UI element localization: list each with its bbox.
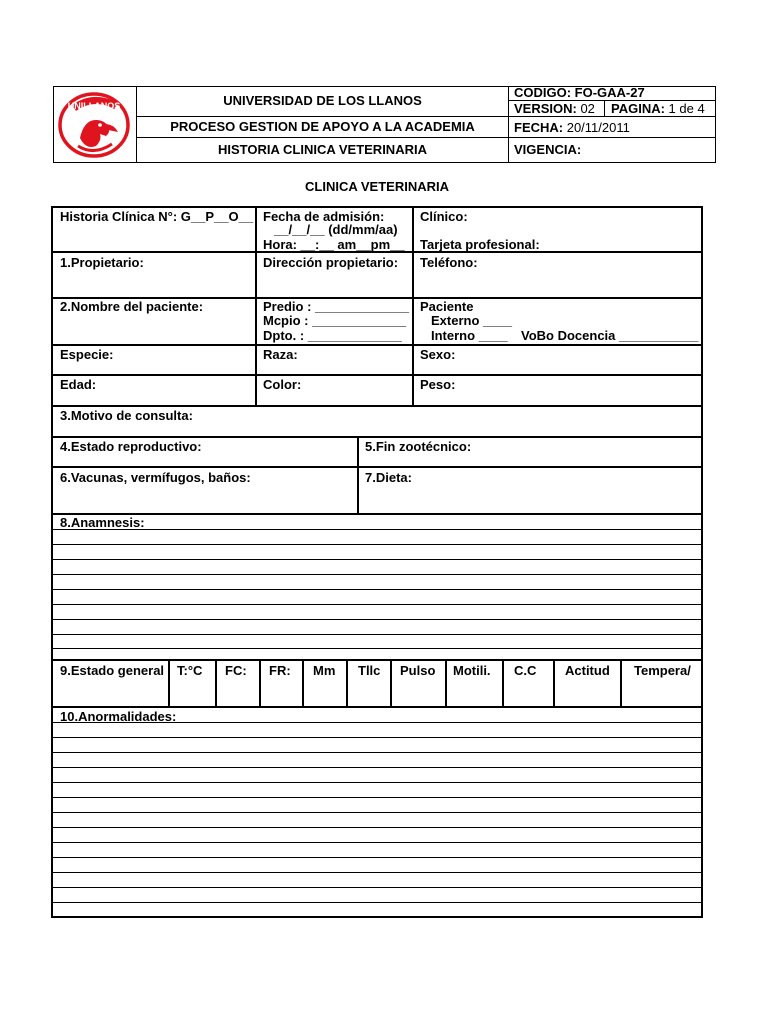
anormalidades-label: 10.Anormalidades:: [60, 709, 177, 724]
vigencia-label: VIGENCIA:: [514, 142, 582, 157]
writing-line: [53, 857, 701, 858]
writing-line: [53, 797, 701, 798]
vital-cc: C.C: [514, 663, 537, 678]
estado-reproductivo-label: 4.Estado reproductivo:: [60, 439, 202, 454]
interno-label: Interno ____: [431, 328, 508, 343]
column-divider: [302, 659, 304, 707]
vital-temperamento: Tempera/: [634, 663, 691, 678]
vital-fr: FR:: [269, 663, 291, 678]
writing-line: [53, 604, 701, 605]
column-divider: [259, 659, 261, 707]
column-divider: [620, 659, 622, 707]
pagina-field: [611, 101, 705, 116]
writing-line: [53, 782, 701, 783]
column-divider: [255, 206, 257, 406]
row-divider: [51, 466, 703, 468]
writing-line: [53, 737, 701, 738]
paciente-label: Paciente: [420, 299, 474, 314]
telefono-label: Teléfono:: [420, 255, 478, 270]
writing-line: [53, 767, 701, 768]
version-value: 02: [576, 101, 595, 116]
fecha-value: 20/11/2011: [563, 120, 630, 135]
vacunas-label: 6.Vacunas, vermífugos, baños:: [60, 470, 251, 485]
column-divider: [357, 436, 359, 514]
dieta-label: 7.Dieta:: [365, 470, 412, 485]
writing-line: [53, 812, 701, 813]
mcpio-label: Mcpio : _____________: [263, 313, 407, 328]
writing-line: [53, 648, 701, 649]
historia-clinica-label: Historia Clínica N°: G__P__O__: [60, 209, 254, 224]
column-divider: [390, 659, 392, 707]
column-divider: [502, 659, 504, 707]
column-divider: [445, 659, 447, 707]
vital-pulso: Pulso: [400, 663, 436, 678]
vobo-label: VoBo Docencia ___________: [521, 328, 699, 343]
especie-label: Especie:: [60, 347, 114, 362]
vital-motilidad: Motili.: [453, 663, 491, 678]
pagina-value: 1 de 4: [664, 101, 705, 116]
version-field: [514, 101, 595, 116]
nombre-paciente-label: 2.Nombre del paciente:: [60, 299, 204, 314]
column-divider: [215, 659, 217, 707]
writing-line: [53, 589, 701, 590]
logo-text: UNILLANOS: [67, 101, 121, 111]
row-divider: [51, 513, 703, 515]
vital-mm: Mm: [313, 663, 336, 678]
header-divider: [136, 137, 716, 138]
externo-label: Externo ____: [431, 313, 512, 328]
writing-line: [53, 887, 701, 888]
direccion-label: Dirección propietario:: [263, 255, 399, 270]
writing-line: [53, 574, 701, 575]
document-name: HISTORIA CLINICA VETERINARIA: [218, 142, 427, 157]
hora-label: Hora: __:__ am__pm__: [263, 237, 405, 252]
column-divider: [168, 659, 170, 707]
fecha-label: FECHA:: [514, 120, 564, 135]
peso-label: Peso:: [420, 377, 456, 392]
header-divider: [136, 116, 716, 117]
writing-line: [53, 559, 701, 560]
row-divider: [51, 706, 703, 708]
column-divider: [346, 659, 348, 707]
row-divider: [51, 374, 703, 376]
writing-line: [53, 619, 701, 620]
fin-zootecnico-label: 5.Fin zootécnico:: [365, 439, 472, 454]
raza-label: Raza:: [263, 347, 298, 362]
tarjeta-label: Tarjeta profesional:: [420, 237, 540, 252]
writing-line: [53, 752, 701, 753]
color-label: Color:: [263, 377, 302, 392]
fecha-field: [514, 120, 630, 135]
row-divider: [51, 344, 703, 346]
pagina-label: PAGINA:: [611, 101, 665, 116]
vital-temperature: T:°C: [177, 663, 203, 678]
column-divider: [412, 206, 414, 406]
row-divider: [51, 659, 703, 661]
row-divider: [51, 405, 703, 407]
vital-fc: FC:: [225, 663, 247, 678]
institution-name: UNIVERSIDAD DE LOS LLANOS: [223, 93, 422, 108]
vital-actitud: Actitud: [565, 663, 610, 678]
clinico-label: Clínico:: [420, 209, 468, 224]
edad-label: Edad:: [60, 377, 97, 392]
sexo-label: Sexo:: [420, 347, 456, 362]
propietario-label: 1.Propietario:: [60, 255, 144, 270]
version-label: VERSION:: [514, 101, 577, 116]
writing-line: [53, 544, 701, 545]
estado-general-label: 9.Estado general: [60, 663, 165, 678]
dpto-label: Dpto. : _____________: [263, 328, 402, 343]
writing-line: [53, 529, 701, 530]
header-divider: [508, 86, 509, 163]
writing-line: [53, 827, 701, 828]
writing-line: [53, 872, 701, 873]
fecha-format-label: __/__/__ (dd/mm/aa): [274, 222, 398, 237]
header-divider: [604, 100, 605, 116]
writing-line: [53, 842, 701, 843]
anamnesis-label: 8.Anamnesis:: [60, 515, 145, 530]
writing-line: [53, 634, 701, 635]
writing-line: [53, 902, 701, 903]
column-divider: [553, 659, 555, 707]
vital-tllc: Tllc: [358, 663, 381, 678]
form-title: CLINICA VETERINARIA: [305, 179, 449, 194]
fecha-admision-label: Fecha de admisión:: [263, 209, 385, 224]
university-logo: [56, 90, 132, 160]
row-divider: [51, 436, 703, 438]
process-name: PROCESO GESTION DE APOYO A LA ACADEMIA: [170, 119, 475, 134]
predio-label: Predio : _____________: [263, 299, 409, 314]
motivo-consulta-label: 3.Motivo de consulta:: [60, 408, 193, 423]
codigo-label: CODIGO: FO-GAA-27: [514, 85, 645, 100]
